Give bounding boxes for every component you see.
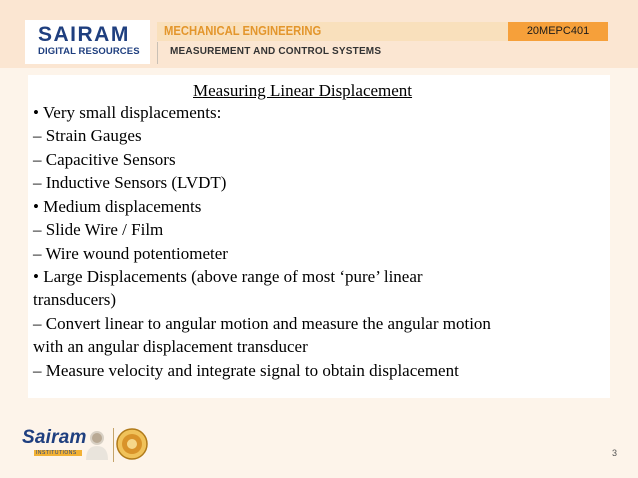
bullet-line: – Inductive Sensors (LVDT)	[33, 173, 227, 192]
slide-title: Measuring Linear Displacement	[193, 81, 413, 100]
bullet-line: – Capacitive Sensors	[33, 150, 176, 169]
bullet-line: – Convert linear to angular motion and measure the angular motion	[33, 314, 491, 333]
footer-logo-subtext: INSTITUTIONS	[36, 450, 77, 456]
bullet-line: – Slide Wire / Film	[33, 220, 164, 239]
bullet-line: – Measure velocity and integrate signal to obtain displacement	[33, 361, 459, 380]
department-title: MECHANICAL ENGINEERING	[164, 24, 322, 38]
bullet-line: • Large Displacements (above range of most ‘pure’ linear	[33, 267, 423, 286]
subject-title: MEASUREMENT AND CONTROL SYSTEMS	[170, 46, 382, 57]
bullet-line: – Strain Gauges	[33, 126, 142, 145]
footer-sairam-logo: Sairam	[22, 427, 87, 448]
bullet-line: • Medium displacements	[33, 197, 202, 216]
bullet-line: • Very small displacements:	[33, 103, 222, 122]
institution-seal-icon	[116, 428, 148, 460]
course-code: 20MEPC401	[526, 25, 590, 37]
bullet-line: transducers)	[33, 290, 117, 309]
bullet-line: with an angular displacement transducer	[33, 337, 308, 356]
sairam-logo-text: SAIRAM	[38, 23, 130, 46]
footer-divider	[113, 428, 114, 462]
page-number: 3	[612, 448, 618, 458]
bullet-line: – Wire wound potentiometer	[33, 244, 228, 263]
header-divider	[157, 42, 158, 64]
founder-portrait-icon	[84, 428, 110, 460]
digital-resources-label: DIGITAL RESOURCES	[38, 46, 140, 57]
